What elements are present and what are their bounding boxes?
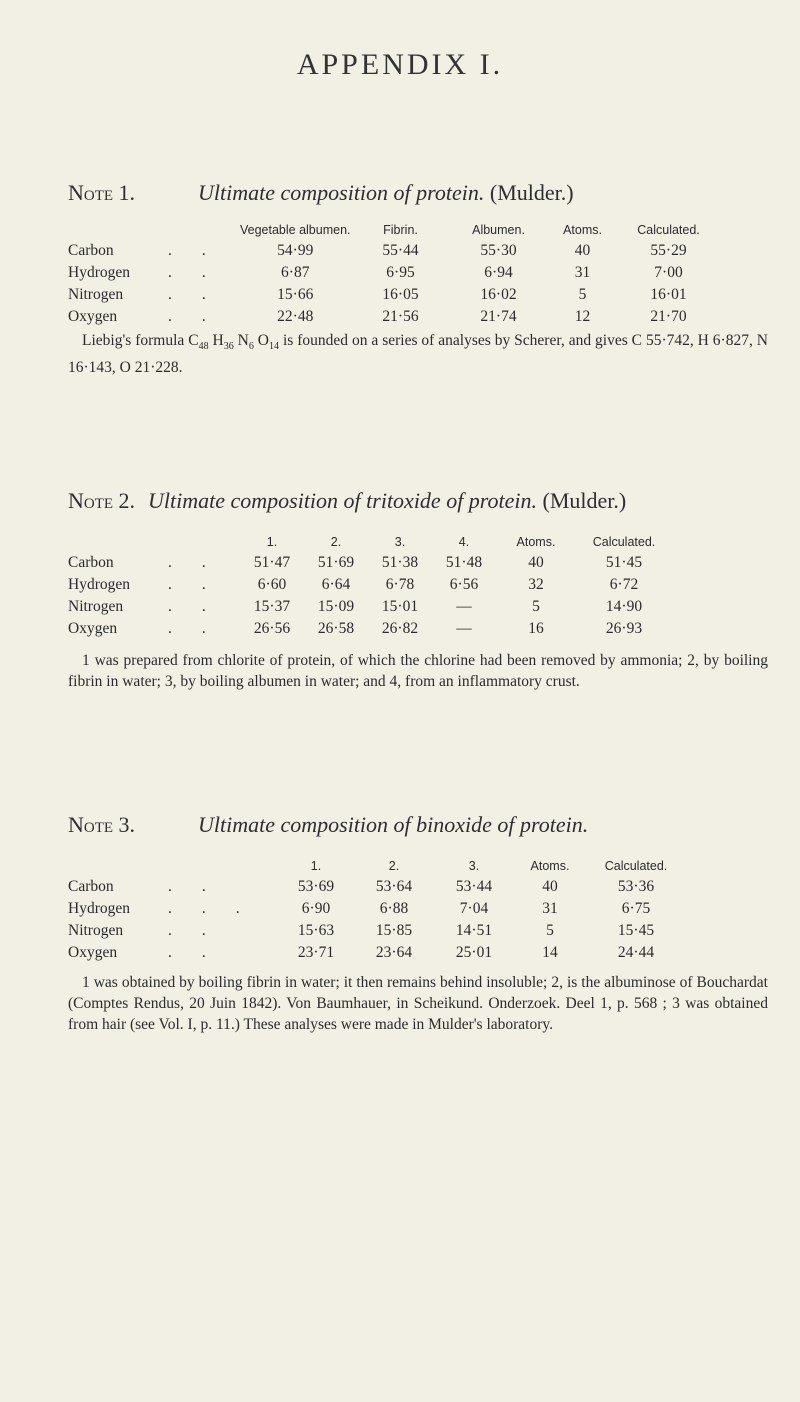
table-cell: 15·01: [381, 598, 419, 615]
table-cell: 51·69: [317, 554, 355, 571]
table-cell: 23·71: [297, 944, 335, 961]
table-cell: 6·60: [257, 576, 287, 593]
note-label: Note 3.: [68, 812, 136, 837]
table-cell: 53·44: [455, 878, 493, 895]
element-name: Carbon: [68, 242, 114, 259]
table-cell: 25·01: [455, 944, 493, 961]
note-label: Note 2.: [68, 488, 136, 513]
table-cell: 6·87: [281, 264, 310, 281]
element-name: Oxygen: [68, 308, 118, 325]
column-header: 1.: [266, 535, 278, 549]
table-row: Nitrogen .. 15·63 15·85 14·51 5 15·45: [68, 920, 686, 942]
table-cell: 51·48: [445, 554, 483, 571]
table-cell: 51·47: [253, 554, 291, 571]
element-name: Hydrogen: [68, 900, 130, 917]
table-cell: 15·66: [277, 286, 314, 303]
element-name: Nitrogen: [68, 922, 124, 939]
appendix-title: APPENDIX I.: [296, 48, 504, 81]
table-header-row: [68, 532, 672, 552]
table-cell: —: [456, 620, 472, 637]
table-cell: 5: [578, 286, 587, 303]
table-cell: 7·04: [459, 900, 489, 917]
table-cell: 32: [528, 576, 544, 593]
table-row: Oxygen .. 22·48 21·56 21·74 12 21·70: [68, 306, 719, 328]
table-cell: 54·99: [277, 242, 314, 259]
column-header: Vegetable albumen.: [240, 223, 351, 237]
table-cell: 26·56: [253, 620, 291, 637]
column-header: Calculated.: [592, 535, 656, 549]
table-cell: 21·74: [480, 308, 517, 325]
table-cell: 40: [528, 554, 544, 571]
table-cell: 24·44: [617, 944, 655, 961]
table-cell: 6·64: [321, 576, 351, 593]
table-cell: 53·36: [617, 878, 655, 895]
table-row: Carbon .. 51·47 51·69 51·38 51·48 40 51·45: [68, 552, 672, 574]
table-cell: 26·58: [317, 620, 355, 637]
note-source: (Mulder.): [489, 180, 574, 205]
table-cell: 16·05: [382, 286, 419, 303]
element-name: Carbon: [68, 878, 114, 895]
table-header-row: [68, 220, 719, 240]
table-cell: 6·72: [609, 576, 639, 593]
table-cell: 16·01: [650, 286, 687, 303]
note-title: Ultimate composition of protein.: [198, 180, 485, 205]
column-header: 2.: [330, 535, 342, 549]
column-header: 2.: [388, 859, 400, 873]
note-heading: [68, 488, 768, 514]
composition-table: [68, 220, 719, 328]
note-3: [68, 812, 768, 1035]
element-name: Nitrogen: [68, 598, 124, 615]
column-header: Albumen.: [472, 223, 525, 237]
table-cell: 5: [532, 598, 540, 615]
table-cell: 15·09: [317, 598, 355, 615]
table-row: Nitrogen .. 15·66 16·05 16·02 5 16·01: [68, 284, 719, 306]
table-cell: 6·94: [484, 264, 513, 281]
table-cell: 12: [574, 308, 591, 325]
note-2: [68, 488, 768, 692]
table-cell: 51·38: [381, 554, 419, 571]
table-cell: 7·00: [654, 264, 683, 281]
element-name: Oxygen: [68, 944, 118, 961]
column-header: Calculated.: [604, 859, 668, 873]
element-name: Hydrogen: [68, 264, 130, 281]
table-row: Hydrogen ... 6·90 6·88 7·04 31 6·75: [68, 898, 686, 920]
table-cell: 26·93: [605, 620, 643, 637]
table-cell: 40: [542, 878, 558, 895]
note-title: Ultimate composition of binoxide of protein.: [198, 812, 589, 837]
column-header: Calculated.: [637, 223, 700, 237]
table-cell: 16: [528, 620, 544, 637]
table-row: Carbon .. 53·69 53·64 53·44 40 53·36: [68, 876, 686, 898]
element-name: Carbon: [68, 554, 114, 571]
element-name: Oxygen: [68, 620, 118, 637]
note-paragraph: 1 was prepared from chlorite of protein, of which the chlorine had been removed by ammonia; 2, by boiling fibrin in water; 3, by boiling albumen in water; and 4, from an inflammatory crust.: [68, 652, 768, 690]
table-row: Hydrogen .. 6·60 6·64 6·78 6·56 32 6·72: [68, 574, 672, 596]
table-cell: 53·64: [375, 878, 413, 895]
note-1: [68, 180, 768, 378]
table-cell: 6·78: [385, 576, 415, 593]
table-cell: 55·30: [480, 242, 517, 259]
table-cell: 5: [546, 922, 554, 939]
column-header: 3.: [468, 859, 480, 873]
composition-table: [68, 856, 686, 964]
table-cell: 23·64: [375, 944, 413, 961]
table-cell: 15·45: [617, 922, 655, 939]
table-cell: 14·90: [605, 598, 643, 615]
table-cell: 22·48: [277, 308, 314, 325]
composition-table: [68, 532, 672, 640]
table-row: Carbon .. 54·99 55·44 55·30 40 55·29: [68, 240, 719, 262]
table-cell: 26·82: [381, 620, 419, 637]
table-cell: 16·02: [480, 286, 517, 303]
table-cell: 15·63: [297, 922, 335, 939]
note-paragraph: 1 was obtained by boiling fibrin in water; it then remains behind insoluble; 2, is the albuminose of Bouchardat (Comptes Rendus, 20 Juin 1842). Von Baumhauer, in Scheikund. Onderzoek. Deel 1, p. 568 ; 3 was obtained from hair (see Vol. I, p. 11.) These analyses were made in Mulder's laboratory.: [68, 974, 768, 1033]
table-row: Oxygen .. 26·56 26·58 26·82 — 16 26·93: [68, 618, 672, 640]
column-header: 4.: [458, 535, 470, 549]
table-cell: 14·51: [455, 922, 493, 939]
table-cell: 6·90: [301, 900, 331, 917]
column-header: Atoms.: [563, 223, 602, 237]
table-row: Nitrogen .. 15·37 15·09 15·01 — 5 14·90: [68, 596, 672, 618]
table-cell: 31: [574, 264, 591, 281]
table-cell: 14: [542, 944, 558, 961]
table-cell: —: [456, 598, 472, 615]
note-paragraph: Liebig's formula $C_{48}$ $H_{36}$ $N_6$ $O_{14}$ is founded on a series of analyses by Scherer, and gives C 55·742, H 6·827, N 16·143, O 21·228.: [68, 332, 768, 377]
table-cell: 21·70: [650, 308, 687, 325]
element-name: Hydrogen: [68, 576, 130, 593]
column-header: Atoms.: [530, 859, 570, 873]
table-cell: 53·69: [297, 878, 335, 895]
note-heading: [68, 812, 768, 838]
table-cell: 15·37: [253, 598, 291, 615]
table-cell: 15·85: [375, 922, 413, 939]
table-row: Oxygen .. 23·71 23·64 25·01 14 24·44: [68, 942, 686, 964]
table-cell: 51·45: [605, 554, 643, 571]
table-row: Hydrogen .. 6·87 6·95 6·94 31 7·00: [68, 262, 719, 284]
table-cell: 55·29: [650, 242, 687, 259]
table-cell: 6·75: [621, 900, 651, 917]
note-label: Note 1.: [68, 180, 136, 205]
table-cell: 31: [542, 900, 558, 917]
table-cell: 55·44: [382, 242, 419, 259]
column-header: Fibrin.: [383, 223, 418, 237]
table-cell: 6·88: [379, 900, 409, 917]
table-cell: 40: [574, 242, 591, 259]
element-name: Nitrogen: [68, 286, 124, 303]
table-cell: 6·95: [386, 264, 415, 281]
table-cell: 21·56: [382, 308, 419, 325]
note-source: (Mulder.): [542, 488, 627, 513]
table-header-row: [68, 856, 686, 876]
note-title: Ultimate composition of tritoxide of protein.: [148, 488, 538, 513]
note-heading: [68, 180, 768, 206]
column-header: 1.: [310, 859, 322, 873]
table-cell: 6·56: [449, 576, 479, 593]
column-header: Atoms.: [516, 535, 556, 549]
column-header: 3.: [394, 535, 406, 549]
